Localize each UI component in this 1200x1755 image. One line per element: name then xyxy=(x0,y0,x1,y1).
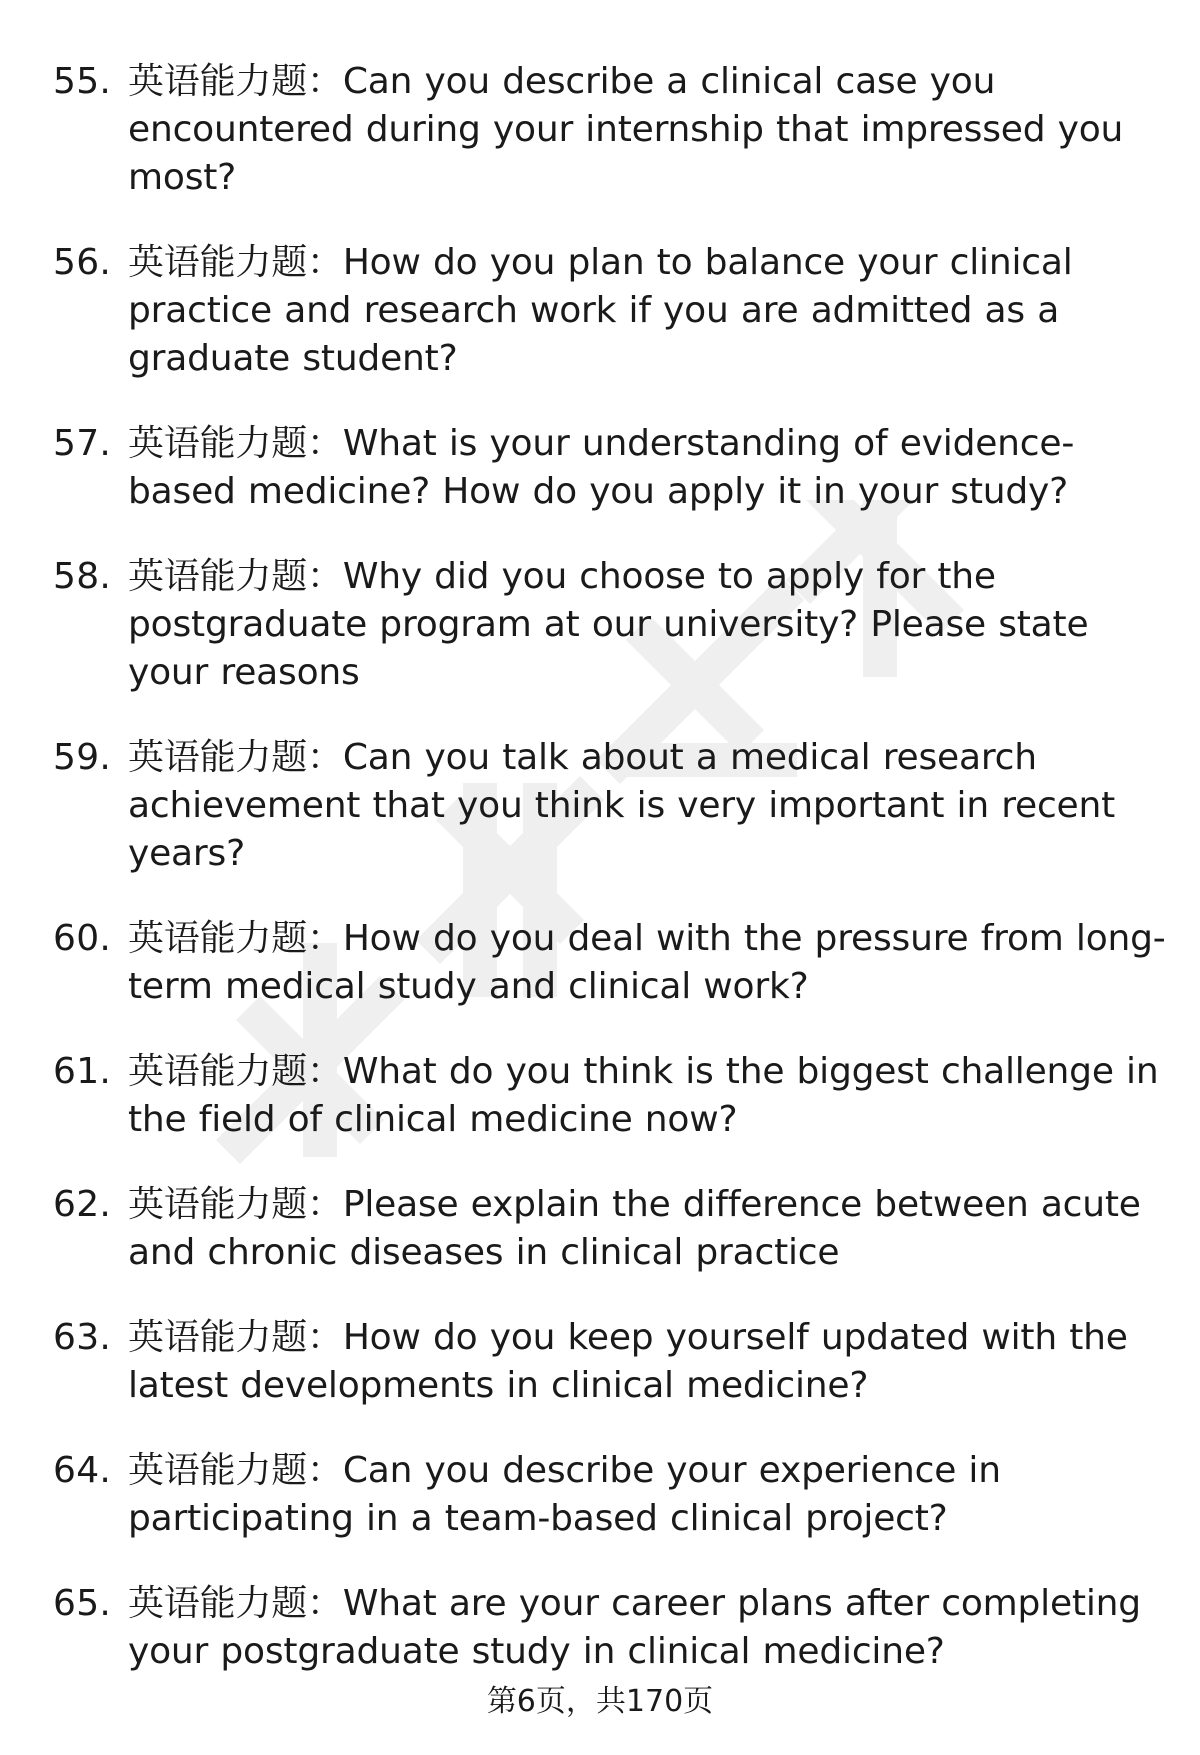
question-text: Why did you choose to apply for the postgraduate program at our university? Please state your reasons xyxy=(128,556,1089,693)
question-label: 英语能力题： xyxy=(128,61,343,102)
list-item xyxy=(0,239,1200,383)
question-text: What is your understanding of evidence-based medicine? How do you apply it in your study? xyxy=(128,423,1075,512)
question-body xyxy=(128,1314,1168,1410)
question-text: What do you think is the biggest challenge in the field of clinical medicine now? xyxy=(128,1051,1159,1140)
question-text: What are your career plans after completing your postgraduate study in clinical medicine? xyxy=(128,1583,1141,1672)
list-item xyxy=(0,58,1200,202)
question-body xyxy=(128,58,1168,202)
list-item xyxy=(0,1580,1200,1676)
question-label: 英语能力题： xyxy=(128,1317,343,1358)
question-label: 英语能力题： xyxy=(128,1051,343,1092)
question-text: Can you describe a clinical case you encountered during your internship that impressed you most? xyxy=(128,61,1124,198)
question-body xyxy=(128,239,1168,383)
question-text: How do you deal with the pressure from long-term medical study and clinical work? xyxy=(128,918,1166,1007)
question-number: 57. xyxy=(53,423,112,464)
question-label: 英语能力题： xyxy=(128,423,343,464)
question-number: 61. xyxy=(53,1051,112,1092)
question-label: 英语能力题： xyxy=(128,242,343,283)
question-body xyxy=(128,1447,1168,1543)
page-footer: 第6页，共170页 xyxy=(486,1684,714,1719)
question-label: 英语能力题： xyxy=(128,737,343,778)
question-text: How do you keep yourself updated with the latest developments in clinical medicine? xyxy=(128,1317,1128,1406)
question-label: 英语能力题： xyxy=(128,1450,343,1491)
question-number: 64. xyxy=(53,1450,112,1491)
question-label: 英语能力题： xyxy=(128,556,343,597)
question-text: Can you describe your experience in participating in a team-based clinical project? xyxy=(128,1450,1001,1539)
list-item xyxy=(0,1447,1200,1543)
question-body xyxy=(128,420,1168,516)
question-number: 56. xyxy=(53,242,112,283)
list-item xyxy=(0,1048,1200,1144)
question-number: 63. xyxy=(53,1317,112,1358)
list-item xyxy=(0,553,1200,697)
question-text: Can you talk about a medical research achievement that you think is very important in recent years? xyxy=(128,737,1116,874)
question-number: 55. xyxy=(53,61,112,102)
question-text: How do you plan to balance your clinical practice and research work if you are admitted as a graduate student? xyxy=(128,242,1073,379)
question-list xyxy=(0,58,1200,1713)
question-body xyxy=(128,553,1168,697)
question-label: 英语能力题： xyxy=(128,1184,343,1225)
list-item xyxy=(0,915,1200,1011)
question-number: 65. xyxy=(53,1583,112,1624)
question-body xyxy=(128,1181,1168,1277)
question-text: Please explain the difference between acute and chronic diseases in clinical practice xyxy=(128,1184,1141,1273)
question-body xyxy=(128,734,1168,878)
question-body xyxy=(128,915,1168,1011)
list-item xyxy=(0,734,1200,878)
question-number: 59. xyxy=(53,737,112,778)
question-label: 英语能力题： xyxy=(128,1583,343,1624)
question-number: 60. xyxy=(53,918,112,959)
list-item xyxy=(0,420,1200,516)
list-item xyxy=(0,1314,1200,1410)
question-body xyxy=(128,1580,1168,1676)
question-number: 62. xyxy=(53,1184,112,1225)
question-body xyxy=(128,1048,1168,1144)
question-number: 58. xyxy=(53,556,112,597)
list-item xyxy=(0,1181,1200,1277)
question-label: 英语能力题： xyxy=(128,918,343,959)
